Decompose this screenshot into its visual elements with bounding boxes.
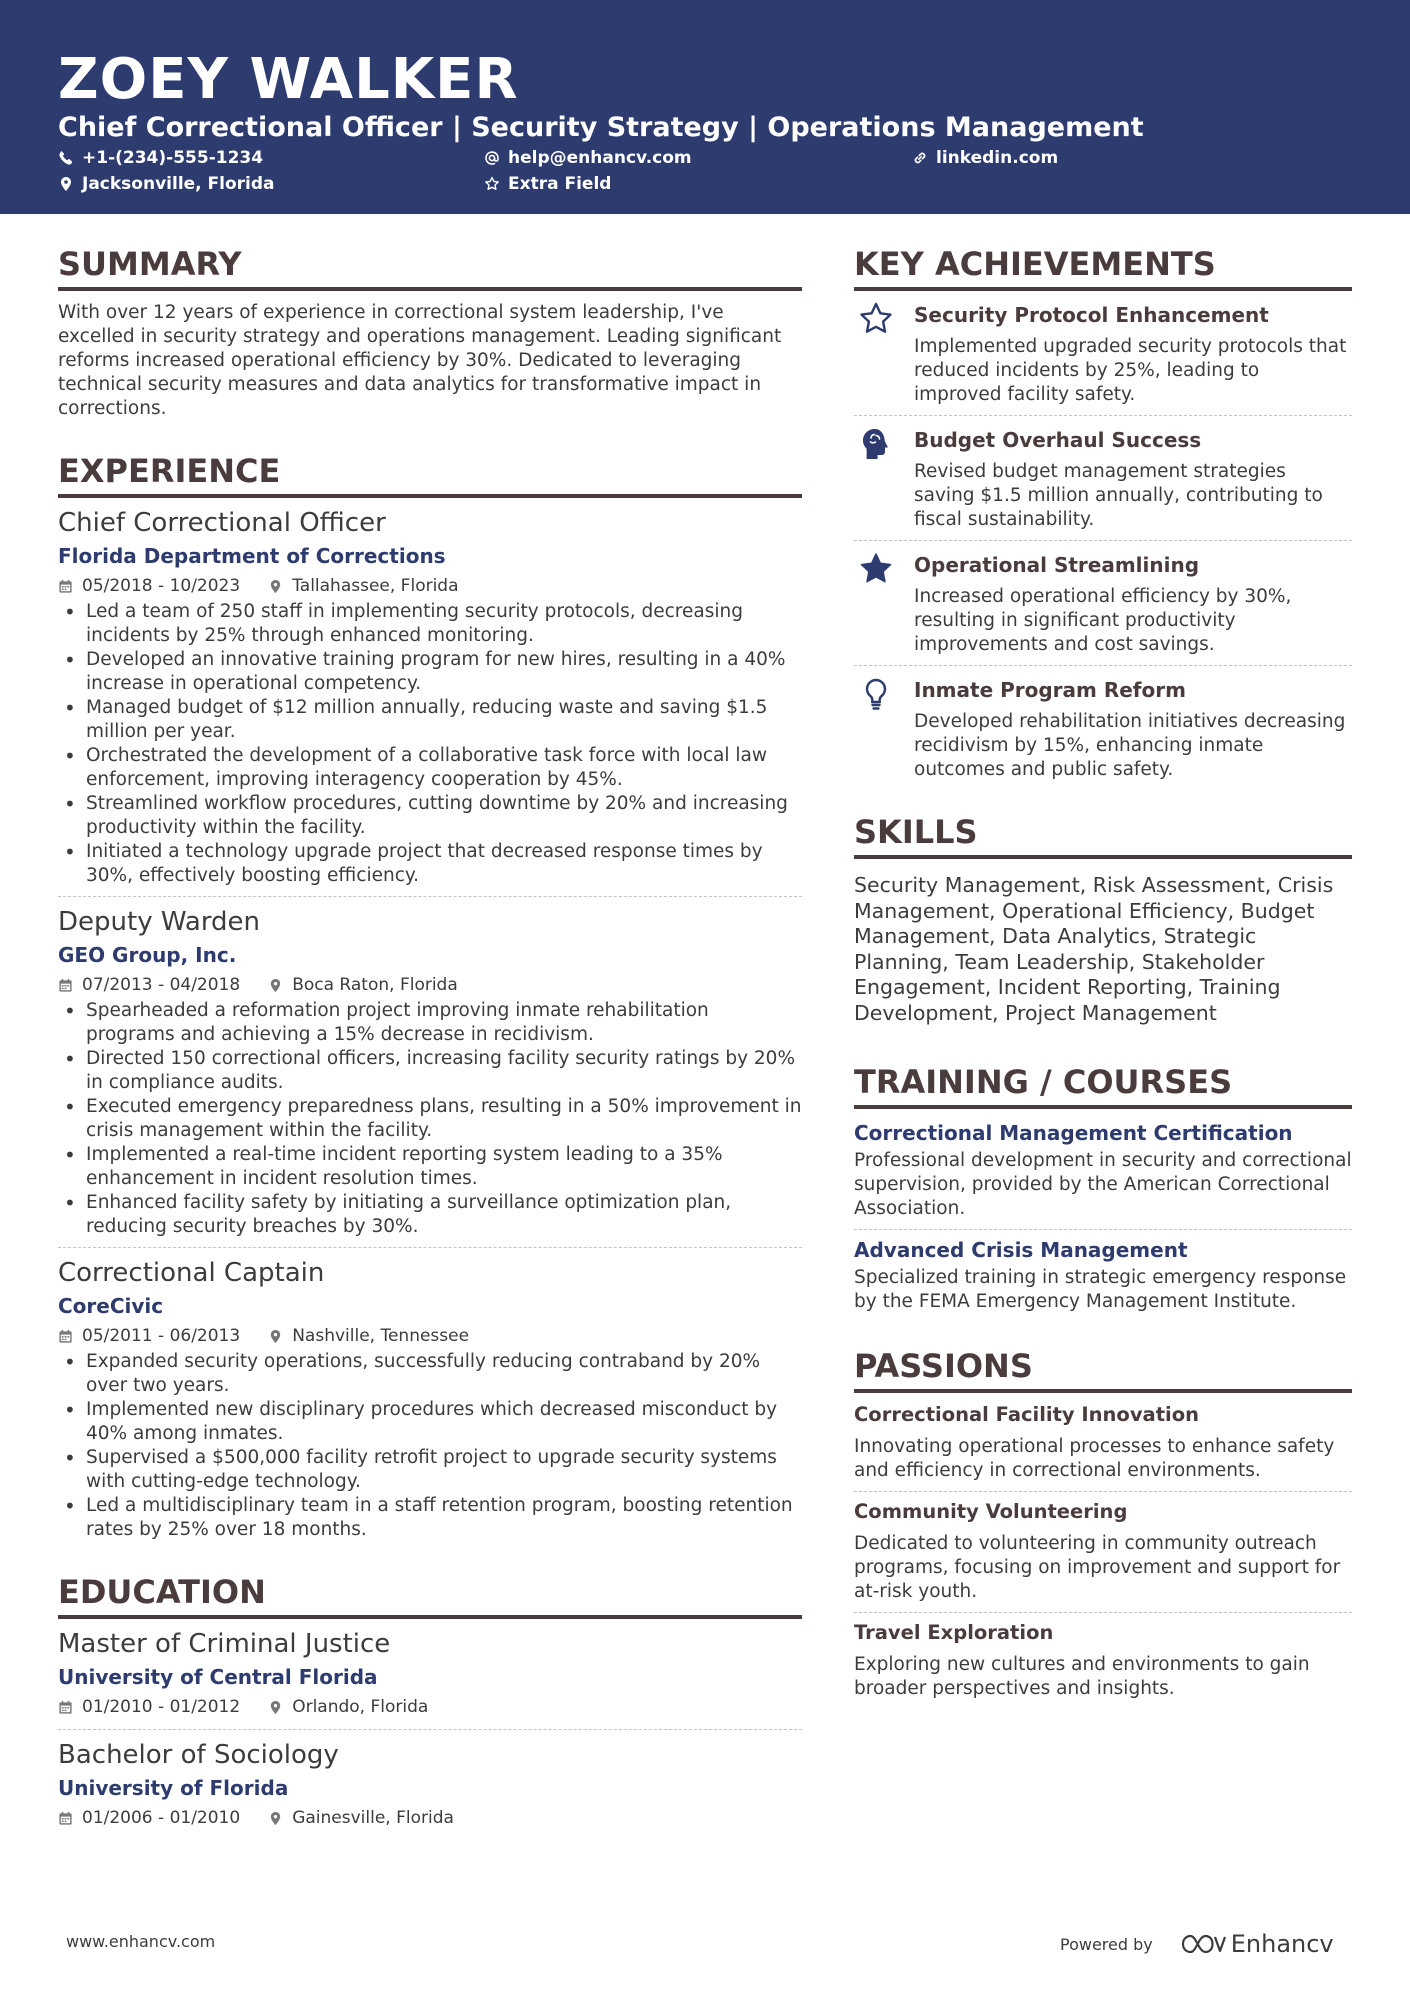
job-dates: 05/2018 - 10/2023 (82, 576, 241, 596)
passion-item (854, 1612, 1352, 1709)
job-bullet: • Expanded security operations, successfully reducing contraband by 20% over two years. (58, 1350, 802, 1398)
experience-section (58, 451, 802, 1550)
lightbulb-icon (858, 676, 894, 712)
course-title: Advanced Crisis Management (854, 1238, 1188, 1262)
training-heading: TRAINING / COURSES (854, 1062, 1352, 1109)
job-title: Chief Correctional Officer (58, 508, 386, 538)
education-section (58, 1572, 802, 1840)
contact-location (58, 172, 275, 196)
contact-linkedin[interactable] (912, 146, 1058, 170)
job-location: Nashville, Tennessee (292, 1326, 470, 1346)
passion-desc: Innovating operational processes to enhance safety and efficiency in correctional environments. (854, 1436, 1335, 1481)
powered-by-text: Powered by (1060, 1934, 1153, 1954)
job-bullet: • Implemented new disciplinary procedures which decreased misconduct by 40% among inmates. (58, 1398, 802, 1446)
passions-heading: PASSIONS (854, 1346, 1352, 1393)
degree-title: Master of Criminal Justice (58, 1629, 391, 1659)
email-text: help@enhancv.com (508, 148, 692, 168)
footer-website[interactable]: www.enhancv.com (66, 1932, 216, 1951)
passion-desc: Exploring new cultures and environments to gain broader perspectives and insights. (854, 1654, 1310, 1699)
achievement-desc: Revised budget management strategies saving $1.5 million annually, contributing to fiscal sustainability. (914, 461, 1323, 530)
course-item (854, 1229, 1352, 1322)
candidate-title: Chief Correctional Officer | Security Strategy | Operations Management (58, 112, 1144, 143)
job-meta (58, 574, 802, 598)
achievement-icon-wrap (854, 676, 914, 782)
location-pin-icon (268, 1329, 283, 1344)
job-meta (58, 973, 802, 997)
location-text: Jacksonville, Florida (82, 174, 275, 194)
contact-email[interactable] (484, 146, 692, 170)
job-dates: 05/2011 - 06/2013 (82, 1326, 241, 1346)
calendar-icon (58, 579, 73, 594)
right-column (854, 244, 1352, 1709)
education-heading: EDUCATION (58, 1572, 802, 1619)
job-bullets (58, 999, 802, 1239)
resume-header (0, 0, 1410, 214)
passions-section (854, 1346, 1352, 1709)
star-icon (484, 176, 500, 192)
course-title: Correctional Management Certification (854, 1121, 1293, 1145)
company-name: GEO Group, Inc. (58, 943, 237, 967)
job-title: Correctional Captain (58, 1258, 325, 1288)
job-meta (58, 1324, 802, 1348)
calendar-icon (58, 1811, 73, 1826)
job-bullet: • Directed 150 correctional officers, increasing facility security ratings by 20% in compliance audits. (58, 1047, 802, 1095)
calendar-icon (58, 978, 73, 993)
skills-section (854, 812, 1352, 1026)
education-meta (58, 1695, 802, 1719)
skills-text: Security Management, Risk Assessment, Crisis Management, Operational Efficiency, Budget Management, Data Analytics, Strategic Planning, Team Leadership, Stakeholder Engagement, Incident Reporting, Training Development, Project Management (854, 873, 1334, 1025)
contact-extra (484, 172, 611, 196)
job-entry (58, 1247, 802, 1550)
education-location: Gainesville, Florida (292, 1808, 454, 1828)
phone-text: +1-(234)-555-1234 (82, 148, 264, 168)
star-outline-icon (858, 301, 894, 337)
linkedin-text: linkedin.com (936, 148, 1059, 168)
achievement-title: Security Protocol Enhancement (914, 303, 1269, 327)
achievements-heading: KEY ACHIEVEMENTS (854, 244, 1352, 291)
achievement-desc: Increased operational efficiency by 30%, resulting in significant productivity improvements and cost savings. (914, 586, 1292, 655)
achievement-desc: Developed rehabilitation initiatives decreasing recidivism by 15%, enhancing inmate outcomes and public safety. (914, 711, 1346, 780)
job-bullet: • Led a team of 250 staff in implementing security protocols, decreasing incidents by 25% through enhanced monitoring. (58, 600, 802, 648)
at-icon (484, 150, 500, 166)
location-pin-icon (58, 176, 74, 192)
contact-phone[interactable] (58, 146, 263, 170)
head-brain-icon (858, 426, 894, 462)
education-entry (58, 1729, 802, 1840)
achievement-title: Inmate Program Reform (914, 678, 1186, 702)
job-bullet: • Executed emergency preparedness plans, resulting in a 50% improvement in crisis management within the facility. (58, 1095, 802, 1143)
achievements-section (854, 244, 1352, 790)
extra-text: Extra Field (508, 174, 612, 194)
achievement-desc: Implemented upgraded security protocols that reduced incidents by 25%, leading to improved facility safety. (914, 336, 1347, 405)
passion-desc: Dedicated to volunteering in community outreach programs, focusing on improvement and support for at-risk youth. (854, 1533, 1341, 1602)
company-name: CoreCivic (58, 1294, 164, 1318)
passion-title: Community Volunteering (854, 1500, 1128, 1523)
job-title: Deputy Warden (58, 907, 261, 937)
enhancv-brand-text: Enhancv (1230, 1930, 1334, 1958)
job-location: Boca Raton, Florida (292, 975, 458, 995)
skills-heading: SKILLS (854, 812, 1352, 859)
achievement-title: Budget Overhaul Success (914, 428, 1202, 452)
company-name: Florida Department of Corrections (58, 544, 446, 568)
job-bullet: • Initiated a technology upgrade project that decreased response times by 30%, effectively boosting efficiency. (58, 840, 802, 888)
job-bullet: • Implemented a real-time incident reporting system leading to a 35% enhancement in incident resolution times. (58, 1143, 802, 1191)
job-bullet: • Enhanced facility safety by initiating a surveillance optimization plan, reducing security breaches by 30%. (58, 1191, 802, 1239)
job-entry (58, 506, 802, 896)
location-pin-icon (268, 1700, 283, 1715)
location-pin-icon (268, 978, 283, 993)
course-item (854, 1113, 1352, 1229)
job-bullet: • Spearheaded a reformation project improving inmate rehabilitation programs and achieving a 15% decrease in recidivism. (58, 999, 802, 1047)
left-column (58, 244, 802, 1840)
calendar-icon (58, 1700, 73, 1715)
experience-heading: EXPERIENCE (58, 451, 802, 498)
phone-icon (58, 150, 74, 166)
job-bullet: • Orchestrated the development of a collaborative task force with local law enforcement, improving interagency cooperation by 45%. (58, 744, 802, 792)
enhancv-logo[interactable] (1179, 1930, 1334, 1958)
training-section (854, 1062, 1352, 1322)
summary-section (58, 244, 802, 421)
education-dates: 01/2010 - 01/2012 (82, 1697, 241, 1717)
summary-heading: SUMMARY (58, 244, 802, 291)
passion-item (854, 1395, 1352, 1491)
job-bullets (58, 600, 802, 888)
school-name: University of Central Florida (58, 1665, 378, 1689)
achievement-item (854, 415, 1352, 540)
education-meta (58, 1806, 802, 1830)
job-bullet: • Developed an innovative training program for new hires, resulting in a 40% increase in operational competency. (58, 648, 802, 696)
course-desc: Specialized training in strategic emergency response by the FEMA Emergency Management Institute. (854, 1267, 1347, 1312)
education-location: Orlando, Florida (292, 1697, 429, 1717)
achievement-item (854, 540, 1352, 665)
star-filled-icon (858, 551, 894, 587)
school-name: University of Florida (58, 1776, 289, 1800)
job-bullet: • Supervised a $500,000 facility retrofit project to upgrade security systems with cutting-edge technology. (58, 1446, 802, 1494)
enhancv-logo-icon (1179, 1931, 1227, 1957)
footer-powered (1060, 1930, 1334, 1958)
achievement-item (854, 291, 1352, 415)
job-dates: 07/2013 - 04/2018 (82, 975, 241, 995)
achievement-icon-wrap (854, 301, 914, 407)
achievement-icon-wrap (854, 426, 914, 532)
passion-title: Correctional Facility Innovation (854, 1403, 1199, 1426)
passion-item (854, 1491, 1352, 1612)
location-pin-icon (268, 579, 283, 594)
job-entry (58, 896, 802, 1247)
degree-title: Bachelor of Sociology (58, 1740, 339, 1770)
candidate-name: ZOEY WALKER (58, 47, 519, 112)
achievement-title: Operational Streamlining (914, 553, 1200, 577)
location-pin-icon (268, 1811, 283, 1826)
job-bullet: • Managed budget of $12 million annually, reducing waste and saving $1.5 million per year. (58, 696, 802, 744)
achievement-item (854, 665, 1352, 790)
job-bullet: • Streamlined workflow procedures, cutting downtime by 20% and increasing productivity within the facility. (58, 792, 802, 840)
summary-text: With over 12 years of experience in correctional system leadership, I've excelled in security strategy and operations management. Leading significant reforms increased operational efficiency by 30%. Dedicated to leveraging technical security measures and data analytics for transformative impact in corrections. (58, 302, 782, 419)
course-desc: Professional development in security and correctional supervision, provided by the American Correctional Association. (854, 1150, 1352, 1219)
passion-title: Travel Exploration (854, 1621, 1054, 1644)
link-icon (912, 150, 928, 166)
education-dates: 01/2006 - 01/2010 (82, 1808, 241, 1828)
achievement-icon-wrap (854, 551, 914, 657)
job-bullets (58, 1350, 802, 1542)
job-location: Tallahassee, Florida (292, 576, 459, 596)
calendar-icon (58, 1329, 73, 1344)
job-bullet: • Led a multidisciplinary team in a staff retention program, boosting retention rates by 25% over 18 months. (58, 1494, 802, 1542)
education-entry (58, 1627, 802, 1729)
